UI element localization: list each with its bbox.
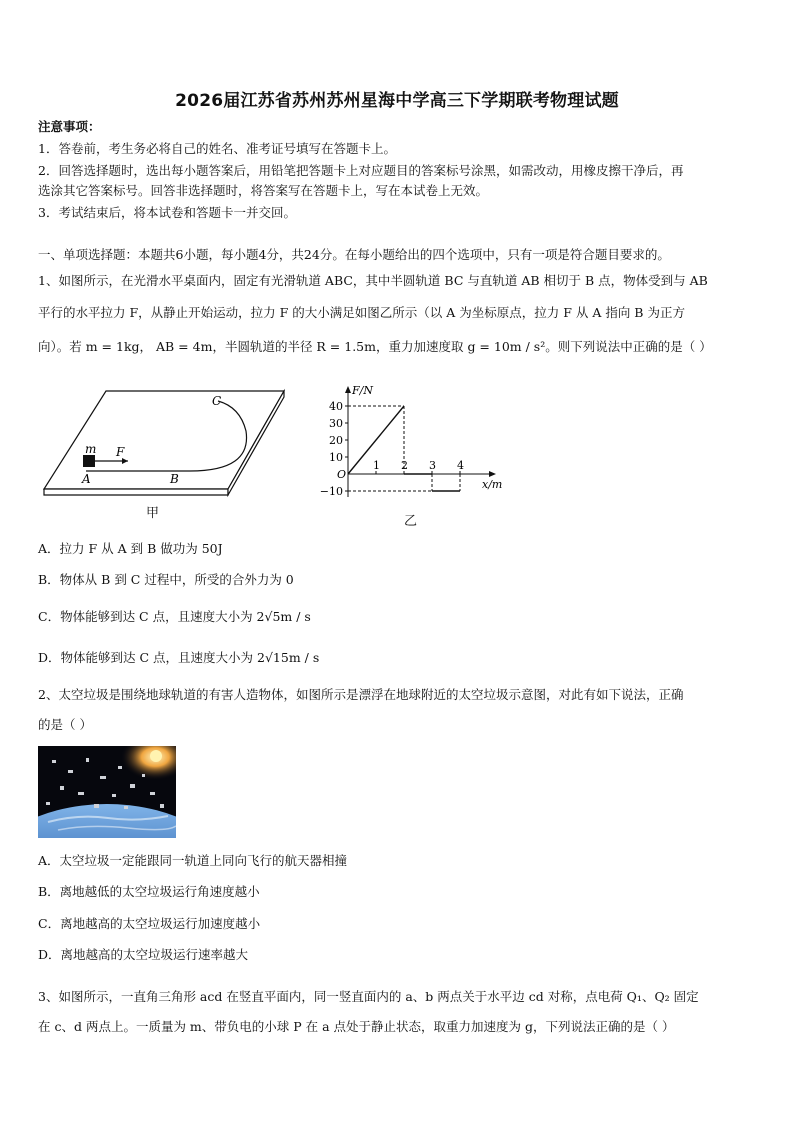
label-F: F [116,445,125,459]
q2-option-d: D．离地越高的太空垃圾运行速率越大 [38,947,249,962]
q2-option-a: A．太空垃圾一定能跟同一轨道上同向飞行的航天器相撞 [38,853,348,868]
q1-option-c: C．物体能够到达 C 点，且速度大小为 2√5m / s [38,609,311,624]
notice-item-3: 3．考试结束后，将本试卷和答题卡一并交回。 [38,205,296,220]
x-axis-arrow [489,471,496,477]
page-title: 2026届江苏省苏州苏州星海中学高三下学期联考物理试题 [175,91,619,111]
q1-line-3: 向）。若 m = 1kg， AB = 4m，半圆轨道的半径 R = 1.5m，重力加速度取 g = 10m / s²。则下列说法中正确的是（ ） [38,339,712,354]
x-axis-label: x/m [482,478,503,491]
q3-line-2: 在 c、d 两点上。一质量为 m、带负电的小球 P 在 a 点处于静止状态，取重力加速度为 g，下列说法正确的是（ ） [38,1019,675,1034]
y-tick-label: 30 [329,417,343,430]
y-axis-label: F/N [352,384,373,397]
q2-option-b: B．离地越低的太空垃圾运行角速度越小 [38,884,260,899]
section-heading: 一、单项选择题：本题共6小题，每小题4分，共24分。在每小题给出的四个选项中，只有一项是符合题目要求的。 [38,247,670,262]
notice-item-2-cont: 选涂其它答案标号。回答非选择题时，将答案写在答题卡上，写在本试卷上无效。 [38,183,489,198]
space-debris-image [38,746,176,838]
q1-option-b: B．物体从 B 到 C 过程中，所受的合外力为 0 [38,572,294,587]
caption-jia: 甲 [146,506,160,521]
q1-line-1: 1、如图所示，在光滑水平桌面内，固定有光滑轨道 ABC，其中半圆轨道 BC 与直轨道 AB 相切于 B 点，物体受到与 AB [38,273,708,288]
q1-option-a: A．拉力 F 从 A 到 B 做功为 50J [38,541,223,556]
origin-label: O [337,468,347,481]
x-tick-label: 3 [429,459,436,472]
figure-yi-chart [318,376,518,506]
y-axis-arrow [345,386,351,393]
q3-line-1: 3、如图所示，一直角三角形 acd 在竖直平面内，同一竖直面内的 a、b 两点关于水平边 cd 对称，点电荷 Q₁、Q₂ 固定 [38,989,699,1004]
notice-heading: 注意事项： [38,119,101,134]
table-front [44,489,228,495]
q1-option-d: D．物体能够到达 C 点，且速度大小为 2√15m / s [38,650,320,665]
y-tick-label: 20 [329,434,343,447]
notice-item-1: 1．答卷前，考生务必将自己的姓名、准考证号填写在答题卡上。 [38,141,396,156]
q2-line-2: 的是（ ） [38,717,92,732]
q2-line-1: 2、太空垃圾是围绕地球轨道的有害人造物体，如图所示是漂浮在地球附近的太空垃圾示意图，对此有如下说法，正确 [38,687,684,702]
block-m [83,455,95,467]
label-C: C [212,394,222,408]
q2-option-c: C．离地越高的太空垃圾运行加速度越小 [38,916,261,931]
caption-yi: 乙 [404,514,418,529]
label-m: m [85,442,97,456]
figure-jia [40,385,290,525]
x-tick-label: 4 [457,459,464,472]
label-A: A [82,472,91,486]
y-tick-label: −10 [319,485,343,498]
notice-item-2: 2．回答选择题时，选出每小题答案后，用铅笔把答题卡上对应题目的答案标号涂黑，如需改动，用橡皮擦干净后，再 [38,163,684,178]
q1-line-2: 平行的水平拉力 F，从静止开始运动，拉力 F 的大小满足如图乙所示（以 A 为坐标原点，拉力 F 从 A 指向 B 为正方 [38,305,685,320]
label-B: B [170,472,179,486]
y-tick-label: 40 [329,400,343,413]
y-tick-label: 10 [329,451,343,464]
x-tick-label: 1 [373,459,380,472]
table-top [44,391,284,489]
x-tick-label: 2 [401,459,408,472]
